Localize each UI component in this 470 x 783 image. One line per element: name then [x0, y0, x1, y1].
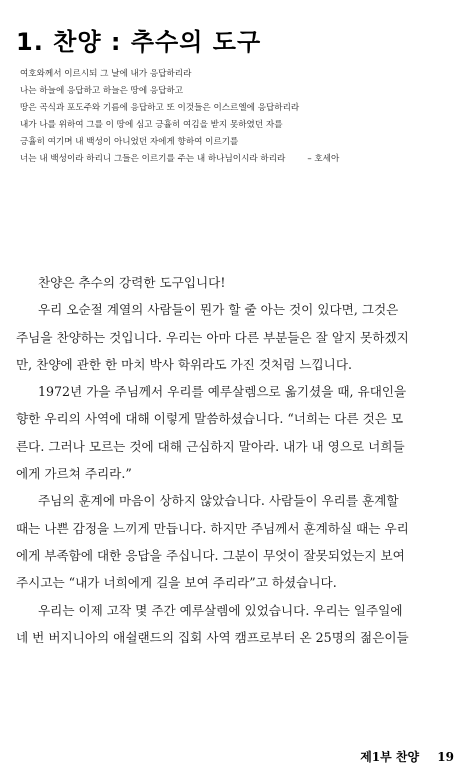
epigraph-last-line	[20, 151, 460, 168]
body-line: 에게 부족함에 대한 응답을 주십니다. 그분이 무엇이 잘못되었는지 보여	[16, 547, 405, 563]
body-line: 1972년 가을 주님께서 우리를 예루살렘으로 옮기셨을 때, 유대인을	[38, 384, 407, 400]
body-line: 우리 오순절 계열의 사람들이 뭔가 할 줄 아는 것이 있다면, 그것은	[38, 302, 399, 318]
epigraph	[20, 66, 460, 168]
page-number: 19	[437, 750, 454, 764]
body-line: 른다. 그러나 모르는 것에 대해 근심하지 말아라. 내가 내 영으로 너희들	[16, 438, 405, 454]
body-line: 찬양은 추수의 강력한 도구입니다!	[38, 275, 226, 290]
epigraph-line: 내가 나를 위하여 그를 이 땅에 심고 긍휼히 여김을 받지 못하였던 자를	[20, 120, 283, 130]
epigraph-line: 여호와께서 이르시되 그 날에 내가 응답하리라	[20, 69, 192, 79]
page-footer	[360, 748, 454, 765]
body-line: 주님을 찬양하는 것입니다. 우리는 아마 다른 부분들은 잘 알지 못하겠지	[16, 329, 409, 345]
epigraph-line: 땅은 곡식과 포도주와 기름에 응답하고 또 이것들은 이스르엘에 응답하리라	[20, 103, 300, 113]
body-line: 만, 찬양에 관한 한 마치 박사 학위라도 가진 것처럼 느낍니다.	[16, 356, 353, 372]
body-line: 에게 가르쳐 주리라.”	[16, 466, 132, 482]
chapter-title: 1. 찬양 : 추수의 도구	[16, 28, 262, 56]
epigraph-line: 너는 내 백성이라 하리니 그들은 이르기를 주는 내 하나님이시라 하리라	[20, 154, 286, 164]
body-line: 네 번 버지니아의 애쉴랜드의 집회 사역 캠프로부터 온 25명의 젊은이들	[16, 629, 409, 645]
body-line: 주님의 훈계에 마음이 상하지 않았습니다. 사람들이 우리를 훈계할	[38, 493, 399, 509]
body-text	[16, 269, 456, 651]
body-line: 주시고는 “내가 너희에게 길을 보여 주리라”고 하셨습니다.	[16, 575, 337, 591]
epigraph-line: 나는 하늘에 응답하고 하늘은 땅에 응답하고	[20, 86, 184, 96]
body-line: 우리는 이제 고작 몇 주간 예루살렘에 있었습니다. 우리는 일주일에	[38, 602, 403, 618]
body-line: 향한 우리의 사역에 대해 이렇게 말씀하셨습니다. “너희는 다른 것은 모	[16, 411, 404, 427]
epigraph-source: – 호세아	[307, 154, 340, 164]
body-line: 때는 나쁜 감정을 느끼게 만듭니다. 하지만 주님께서 훈계하실 때는 우리	[16, 520, 409, 536]
epigraph-line: 긍휼히 여기며 내 백성이 아니었던 자에게 향하여 이르기를	[20, 137, 239, 147]
footer-chapter: 제1부 찬양	[360, 750, 420, 764]
